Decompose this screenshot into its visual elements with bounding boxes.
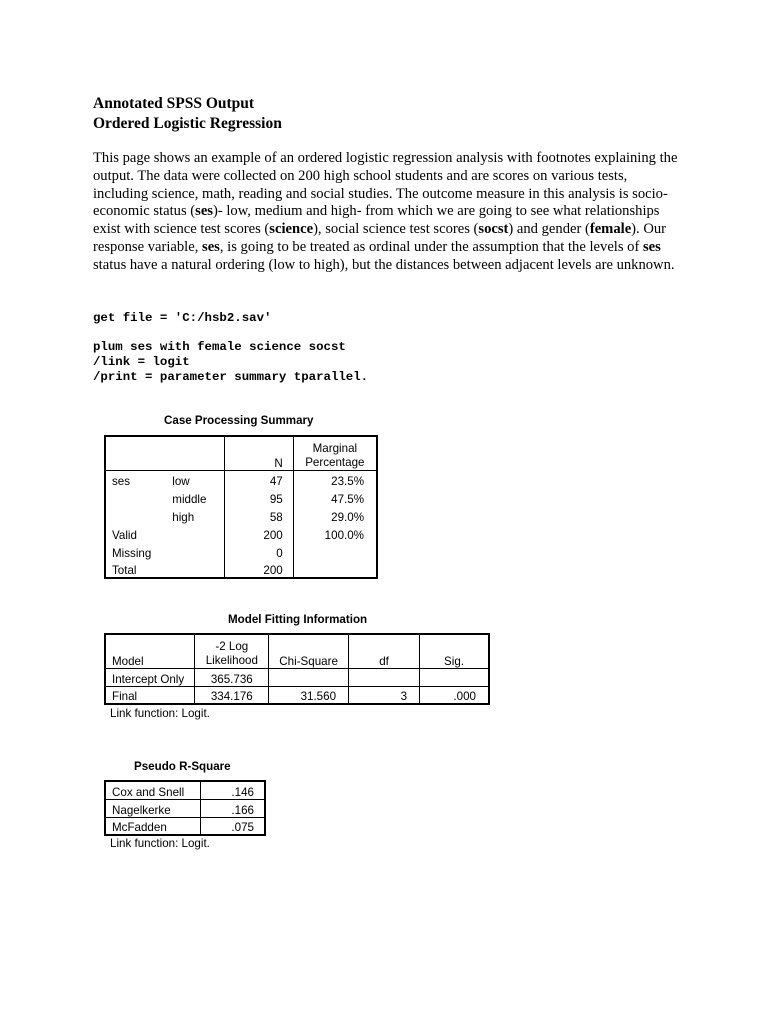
col-header-marginal-percentage: Marginal Percentage: [305, 441, 365, 469]
table-row: [105, 524, 377, 542]
table-row: [105, 470, 377, 488]
code-block-get-file: [93, 311, 271, 326]
cell-n: 95: [224, 488, 293, 506]
cell-ll: 334.176: [195, 686, 269, 704]
table-row: [105, 817, 265, 835]
col-header-n: N: [224, 436, 293, 470]
cell-n: 0: [224, 542, 293, 560]
table-header-row: [105, 436, 377, 470]
cell-model: Final: [105, 686, 195, 704]
col-header-df: df: [349, 634, 420, 668]
intro-paragraph: [93, 150, 683, 275]
title-line-1: Annotated SPSS Output: [93, 95, 255, 112]
cell-n: 200: [224, 524, 293, 542]
intro-bold-ses: ses: [202, 238, 220, 255]
pseudo-r2-table: [104, 780, 266, 836]
table-row: [105, 799, 265, 817]
page-title: [93, 94, 282, 133]
intro-text: status have a natural ordering (low to high), but the distances between adjacent levels are unknown.: [93, 256, 675, 273]
intro-text: , is going to be treated as ordinal under the assumption that the levels of: [219, 238, 643, 255]
intro-text: ) and gender (: [508, 221, 590, 238]
cell-model: Intercept Only: [105, 668, 195, 686]
code-block-plum: [93, 340, 368, 385]
model-fit-footnote: Link function: Logit.: [110, 707, 210, 720]
table-row: [105, 560, 377, 578]
row-label-valid: Valid: [105, 524, 224, 542]
intro-bold-socst: socst: [478, 221, 509, 238]
intro-text: )- low, medium and high- from which we are going to see what relationships exist with science test scores (: [93, 203, 660, 238]
cell-df: 3: [349, 686, 420, 704]
intro-bold-ses: ses: [642, 238, 661, 255]
pseudo-r2-title: Pseudo R-Square: [134, 760, 231, 773]
cell-n: 200: [224, 560, 293, 578]
row-label: McFadden: [105, 817, 200, 835]
cell-sig: [420, 668, 489, 686]
model-fit-table: [104, 633, 490, 705]
col-header-sig: Sig.: [444, 654, 465, 668]
cell-df: [349, 668, 420, 686]
cell-pct: 47.5%: [331, 493, 364, 506]
model-fit-title: Model Fitting Information: [228, 613, 368, 626]
cell-n: 58: [224, 506, 293, 524]
cell-value: .166: [231, 803, 254, 817]
cell-pct: 23.5%: [331, 475, 364, 488]
cell-chi: [269, 668, 349, 686]
table-row: [105, 686, 489, 704]
col-header-chi-square: Chi-Square: [269, 634, 349, 668]
table-row: [105, 488, 377, 506]
intro-bold-ses: ses: [195, 203, 213, 220]
col-header-log-likelihood: -2 Log Likelihood: [195, 634, 269, 668]
cell-value: .075: [231, 821, 254, 834]
code-line: /link = logit: [93, 355, 190, 369]
row-label-var: ses: [112, 475, 131, 488]
intro-text: ). Our response variable,: [93, 221, 667, 255]
cell-chi: 31.560: [269, 686, 349, 704]
cell-n: 47: [224, 470, 293, 488]
cell-ll: 365.736: [195, 668, 269, 686]
code-line: get file = 'C:/hsb2.sav': [93, 311, 272, 325]
code-line: plum ses with female science socst: [93, 340, 346, 354]
row-label: middle: [166, 488, 224, 506]
cell-pct: 100.0%: [324, 529, 364, 542]
intro-bold-science: science: [269, 221, 314, 238]
intro-bold-female: female: [589, 221, 632, 238]
row-label: Nagelkerke: [105, 799, 200, 817]
col-header-model: Model: [105, 634, 195, 668]
table-row: [105, 506, 377, 524]
table-row: [105, 781, 265, 799]
pseudo-r2-footnote: Link function: Logit.: [110, 837, 210, 850]
cell-sig: .000: [453, 690, 476, 703]
intro-text: ), social science test scores (: [313, 221, 479, 238]
cell-value: .146: [231, 785, 254, 799]
table-row: [105, 668, 489, 686]
row-label: low: [166, 470, 224, 488]
row-label-missing: Missing: [105, 542, 224, 560]
table-header-row: [105, 634, 489, 668]
row-label: high: [166, 506, 224, 524]
row-label: Cox and Snell: [105, 781, 200, 799]
row-label-total: Total: [105, 560, 224, 578]
table-row: [105, 542, 377, 560]
title-line-2: Ordered Logistic Regression: [93, 114, 282, 132]
code-line: /print = parameter summary tparallel.: [93, 370, 369, 384]
case-summary-table: [104, 435, 378, 579]
case-summary-title: Case Processing Summary: [164, 414, 314, 427]
cell-pct: 29.0%: [331, 511, 364, 524]
intro-text: This page shows an example of an ordered logistic regression analysis with footnotes explaining the output. The data were collected on 200 high school students and are scores on various tests, including science, math, reading and social studies. The outcome measure in this analysis is socio-economic status (: [93, 150, 678, 220]
